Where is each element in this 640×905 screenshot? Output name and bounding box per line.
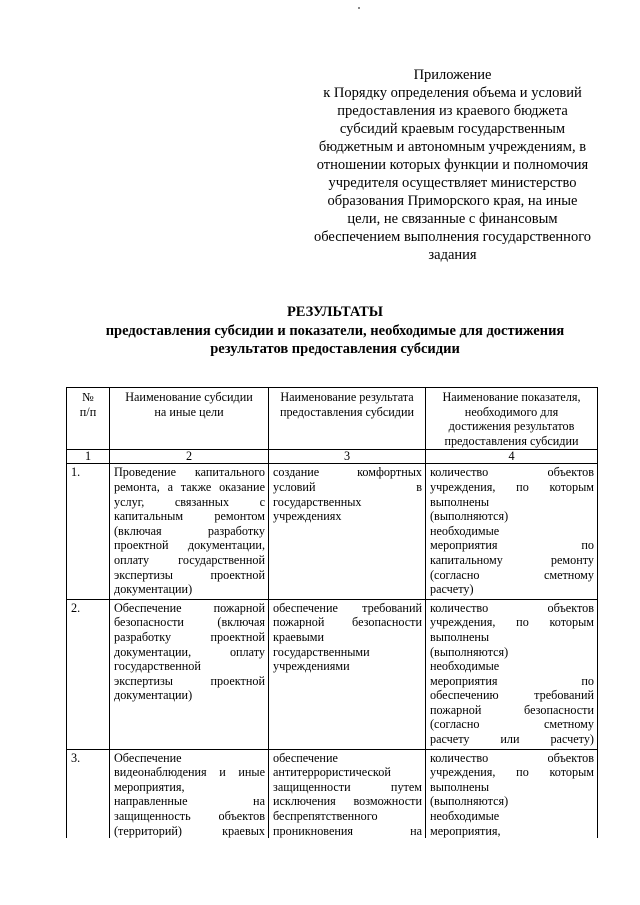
cell-line: документации)	[114, 688, 193, 703]
column-number: 3	[269, 450, 426, 464]
cell-subsidy-name	[110, 599, 269, 749]
cell-line: обеспечению требований	[430, 688, 594, 703]
title-main: РЕЗУЛЬТАТЫ	[286, 304, 384, 320]
title-subtitle-line: результатов предоставления субсидии	[210, 341, 460, 357]
header-number: № п/п	[67, 388, 110, 450]
cell-line: количество объектов	[430, 600, 594, 615]
annex-line: к Порядку определения объема и условий	[323, 85, 582, 101]
cell-line: расчету)	[430, 582, 474, 597]
row-number: 3.	[67, 749, 110, 841]
cell-line: проникновения на	[273, 823, 422, 838]
cell-subsidy-name	[110, 749, 269, 841]
column-number: 1	[67, 450, 110, 464]
cell-line: обеспечение требований	[273, 600, 422, 615]
cell-indicator-name	[426, 599, 598, 749]
annex-line: образования Приморского края, на иные	[327, 193, 578, 209]
annex-header	[300, 66, 605, 264]
cell-line: выполнены	[430, 779, 490, 794]
table-row	[67, 749, 598, 841]
results-table	[66, 387, 598, 841]
column-number: 2	[110, 450, 269, 464]
cell-result-name	[269, 749, 426, 841]
annex-line: бюджетным и автономным учреждениям, в	[318, 139, 587, 155]
cell-line: необходимые	[430, 809, 500, 824]
table-row	[67, 599, 598, 749]
cell-line: экспертизы проектной	[114, 567, 265, 582]
scan-speck	[358, 7, 360, 9]
header-subsidy-name: Наименование субсидии на иные цели	[110, 388, 269, 450]
cell-line: создание комфортных	[273, 465, 422, 480]
cell-line: государственными	[273, 644, 370, 659]
column-number: 4	[426, 450, 598, 464]
cell-line: учреждениями	[273, 659, 350, 674]
cell-line: капитальным ремонтом	[114, 509, 265, 524]
cell-line: государственных	[273, 494, 362, 509]
cell-line: беспрепятственного	[273, 809, 378, 824]
cell-line: направленные на	[114, 794, 265, 809]
cell-line: учреждения, по которым	[430, 615, 594, 630]
cell-line: (согласно сметному	[430, 717, 594, 732]
annex-line: обеспечением выполнения государственного	[313, 229, 592, 245]
title-subtitle-line: предоставления субсидии и показатели, необходимые для достижения	[105, 323, 565, 339]
cell-indicator-name	[426, 464, 598, 599]
annex-line: цели, не связанные с финансовым	[347, 211, 558, 227]
cell-line: условий в	[273, 479, 422, 494]
table-header-row	[67, 388, 598, 450]
cell-line: государственной	[114, 659, 201, 674]
cell-line: мероприятия,	[430, 823, 501, 838]
cell-line: учреждения, по которым	[430, 479, 594, 494]
cell-line: учреждениях	[273, 509, 342, 524]
cell-line: капитальному ремонту	[430, 552, 594, 567]
cell-line: пожарной безопасности	[430, 702, 594, 717]
cell-line: безопасности (включая	[114, 615, 265, 630]
cell-line: защищенности путем	[273, 779, 422, 794]
table-row	[67, 464, 598, 599]
cell-line: (территорий) краевых	[114, 823, 265, 838]
cell-line: мероприятия по	[430, 673, 594, 688]
cell-line: мероприятия,	[114, 779, 185, 794]
cell-subsidy-name	[110, 464, 269, 599]
cell-line: (выполняются)	[430, 794, 509, 809]
cell-line: количество объектов	[430, 750, 594, 765]
page-bottom-crop	[0, 838, 640, 905]
row-number: 2.	[67, 599, 110, 749]
document-title	[60, 303, 610, 358]
cell-line: документации, оплату	[114, 644, 265, 659]
cell-line: антитеррористической	[273, 765, 391, 780]
annex-line: задания	[428, 247, 477, 263]
annex-line: субсидий краевым государственным	[339, 121, 566, 137]
cell-line: (включая разработку	[114, 523, 265, 538]
cell-line: видеонаблюдения и иные	[114, 765, 265, 780]
cell-line: выполнены	[430, 494, 490, 509]
cell-line: разработку проектной	[114, 629, 265, 644]
cell-line: обеспечение	[273, 750, 338, 765]
cell-line: услуг, связанных с	[114, 494, 265, 509]
cell-line: защищенность объектов	[114, 809, 265, 824]
cell-line: экспертизы проектной	[114, 673, 265, 688]
cell-line: Проведение капитального	[114, 465, 265, 480]
cell-line: пожарной безопасности	[273, 615, 422, 630]
cell-indicator-name	[426, 749, 598, 841]
annex-line: учредителя осуществляет министерство	[328, 175, 577, 191]
column-number-row	[67, 450, 598, 464]
cell-line: выполнены	[430, 629, 490, 644]
annex-line: предоставления из краевого бюджета	[337, 103, 568, 119]
cell-line: учреждения, по которым	[430, 765, 594, 780]
cell-line: оплату государственной	[114, 552, 265, 567]
cell-result-name	[269, 599, 426, 749]
cell-line: документации)	[114, 582, 193, 597]
header-result-name: Наименование результата предоставления субсидии	[269, 388, 426, 450]
cell-line: количество объектов	[430, 465, 594, 480]
cell-line: проектной документации,	[114, 538, 265, 553]
cell-line: ремонта, а также оказание	[114, 479, 265, 494]
cell-line: (выполняются)	[430, 509, 509, 524]
cell-line: расчету или расчету)	[430, 732, 594, 747]
cell-line: необходимые	[430, 523, 500, 538]
cell-line: мероприятия по	[430, 538, 594, 553]
annex-line: Приложение	[413, 67, 492, 83]
cell-line: Обеспечение	[114, 750, 182, 765]
cell-line: (выполняются)	[430, 644, 509, 659]
cell-line: необходимые	[430, 659, 500, 674]
cell-line: исключения возможности	[273, 794, 422, 809]
cell-line: Обеспечение пожарной	[114, 600, 265, 615]
cell-line: (согласно сметному	[430, 567, 594, 582]
header-indicator-name: Наименование показателя, необходимого для достижения результатов предоставления субсидии	[426, 388, 598, 450]
annex-line: отношении которых функции и полномочия	[316, 157, 589, 173]
row-number: 1.	[67, 464, 110, 599]
cell-line: краевыми	[273, 629, 325, 644]
cell-result-name	[269, 464, 426, 599]
